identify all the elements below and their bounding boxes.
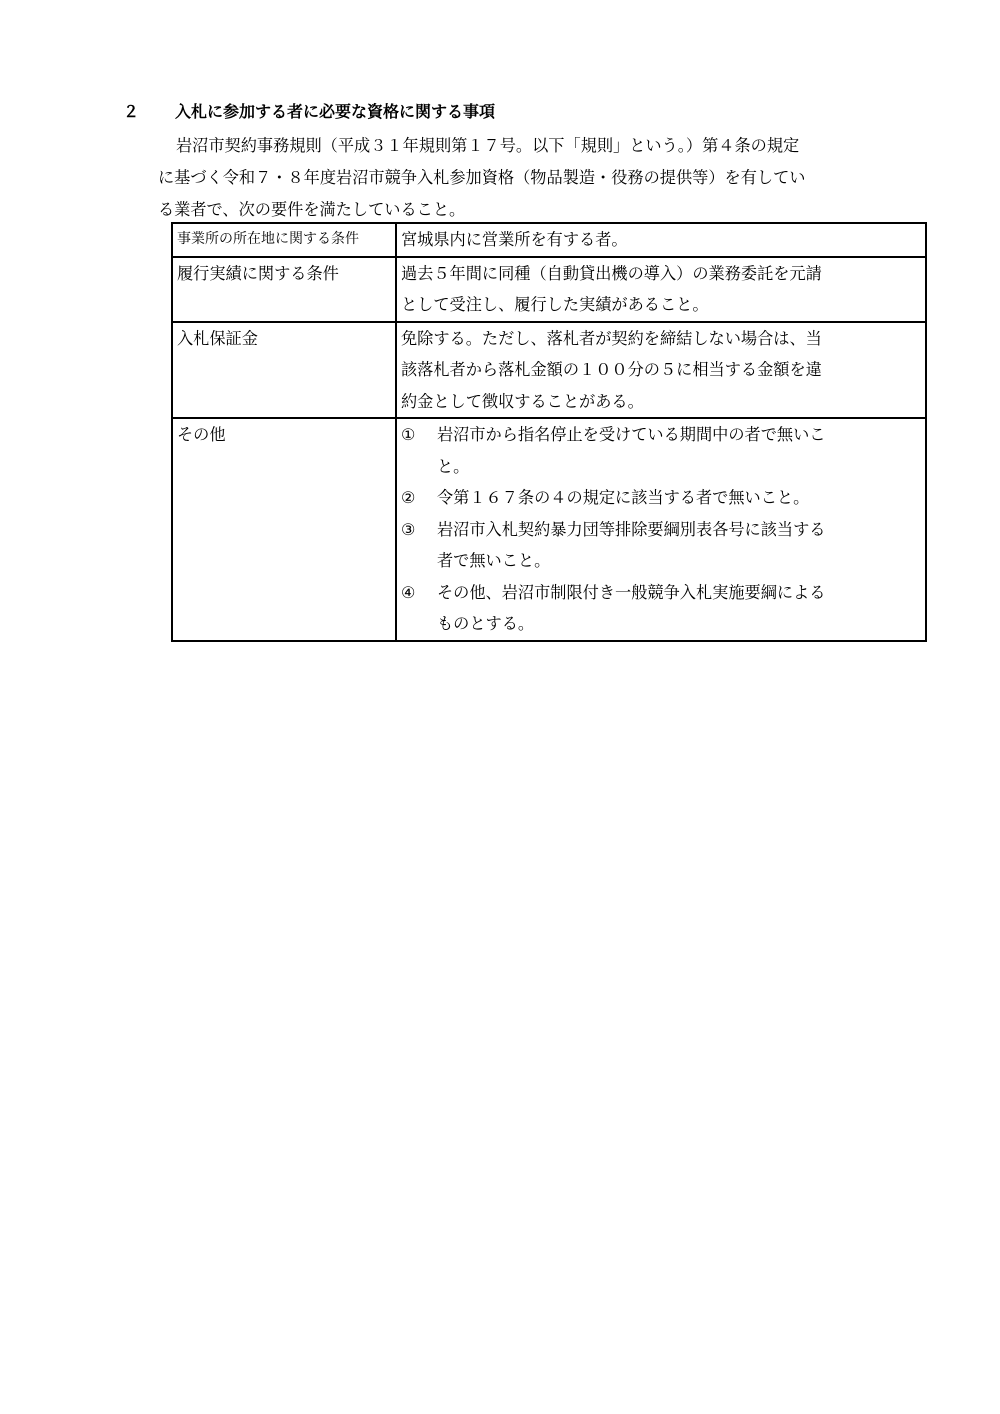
row-label-deposit: 入札保証金 xyxy=(172,322,396,419)
cell-line: として受注し、履行した実績があること。 xyxy=(401,295,709,314)
row-content-deposit xyxy=(396,322,926,419)
list-item-continuation xyxy=(401,608,919,640)
item-text: 令第１６７条の４の規定に該当する者で無いこと。 xyxy=(437,488,810,507)
item-marker: ① xyxy=(401,425,416,444)
cell-line: 該落札者から落札金額の１００分の５に相当する金額を違 xyxy=(401,360,822,379)
row-label-other: その他 xyxy=(172,418,396,641)
row-label-location: 事業所の所在地に関する条件 xyxy=(172,223,396,257)
list-item xyxy=(401,419,919,451)
list-item xyxy=(401,577,919,609)
table-row xyxy=(172,223,926,257)
cell-line: 過去５年間に同種（自動貸出機の導入）の業務委託を元請 xyxy=(401,263,822,283)
item-marker: ③ xyxy=(401,519,416,539)
item-marker: ④ xyxy=(401,582,416,602)
section-number: ２ xyxy=(123,102,140,121)
table-row xyxy=(172,418,926,641)
item-text: 岩沼市から指名停止を受けている期間中の者で無いこ xyxy=(437,425,826,444)
item-text: 岩沼市入札契約暴力団等排除要綱別表各号に該当する xyxy=(437,519,826,539)
row-content-location xyxy=(396,223,926,257)
row-label-performance: 履行実績に関する条件 xyxy=(172,257,396,322)
list-item-continuation xyxy=(401,451,919,483)
list-item xyxy=(401,482,919,514)
list-item-continuation xyxy=(401,545,919,577)
cell-line: 免除する。ただし、落札者が契約を締結しない場合は、当 xyxy=(401,328,822,348)
row-content-performance xyxy=(396,257,926,322)
table-row xyxy=(172,322,926,419)
intro-paragraph xyxy=(158,130,908,226)
item-marker: ② xyxy=(401,488,416,507)
requirements-table xyxy=(171,222,927,642)
cell-line: 宮城県内に営業所を有する者。 xyxy=(401,230,628,249)
item-text: その他、岩沼市制限付き一般競争入札実施要綱による xyxy=(437,582,826,602)
intro-line: 岩沼市契約事務規則（平成３１年規則第１７号。以下「規則」という。）第４条の規定 xyxy=(176,136,800,155)
intro-line: に基づく令和７・８年度岩沼市競争入札参加資格（物品製造・役務の提供等）を有してい xyxy=(158,168,806,187)
table-row xyxy=(172,257,926,322)
item-text: ものとする。 xyxy=(437,614,535,633)
intro-line: る業者で、次の要件を満たしていること。 xyxy=(158,200,466,219)
item-text: と。 xyxy=(437,456,470,476)
cell-line: 約金として徴収することがある。 xyxy=(401,391,644,411)
section-heading xyxy=(123,101,495,123)
row-content-other xyxy=(396,418,926,641)
section-title: 入札に参加する者に必要な資格に関する事項 xyxy=(175,102,496,121)
list-item xyxy=(401,514,919,546)
item-text: 者で無いこと。 xyxy=(437,551,551,570)
